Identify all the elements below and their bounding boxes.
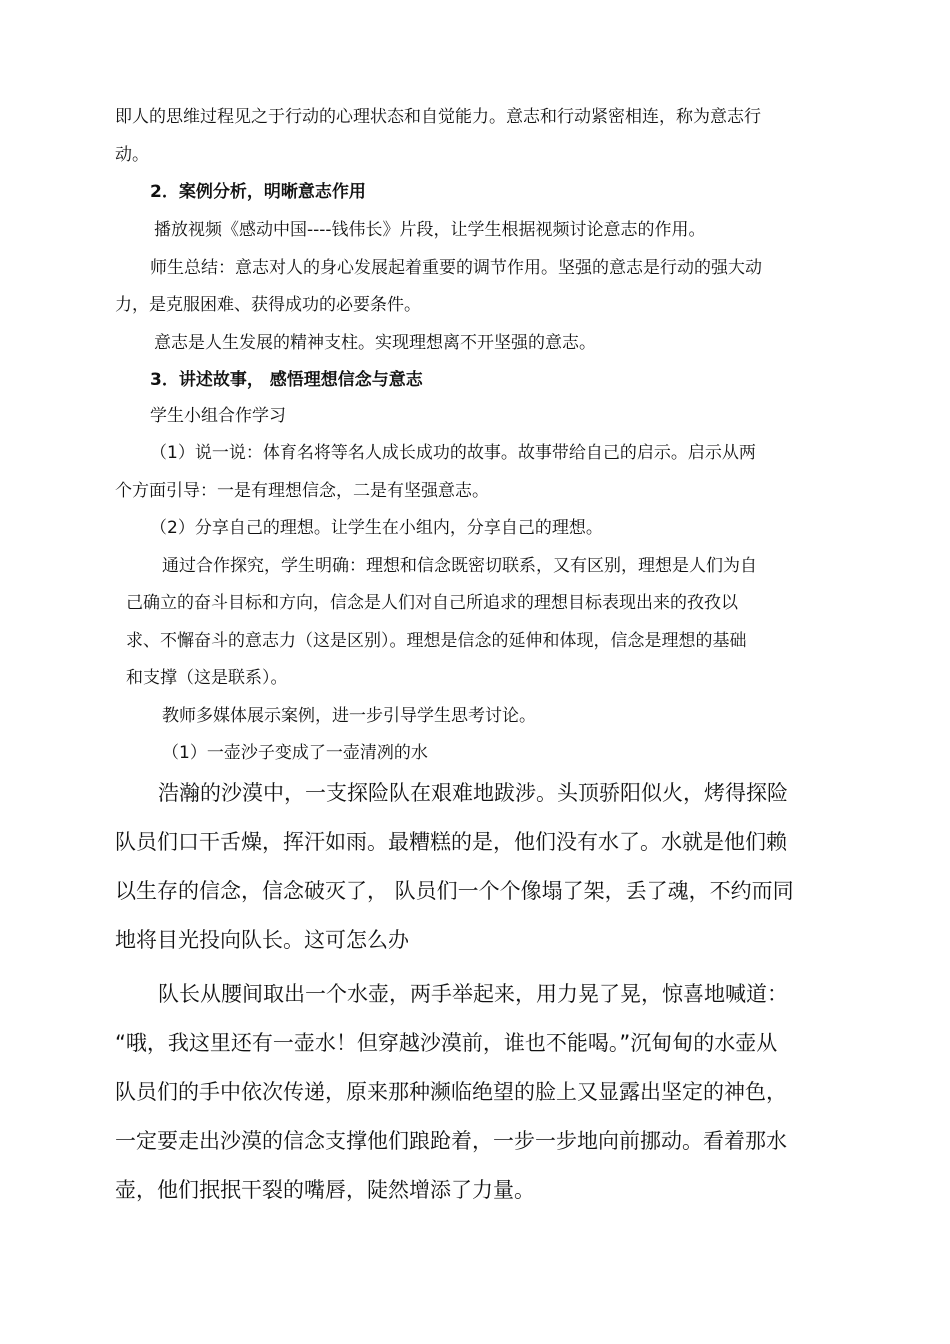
- paragraph-line: 和支撑（这是联系）。: [126, 668, 288, 688]
- paragraph-line: 教师多媒体展示案例，进一步引导学生思考讨论。: [162, 706, 536, 726]
- paragraph-line: （2）分享自己的理想。让学生在小组内，分享自己的理想。: [150, 518, 603, 538]
- paragraph-line: 力，是克服困难、获得成功的必要条件。: [115, 295, 421, 315]
- paragraph-line: （1）一壶沙子变成了一壶清冽的水: [162, 743, 428, 763]
- paragraph-line: 播放视频《感动中国----钱伟长》片段，让学生根据视频讨论意志的作用。: [154, 220, 706, 240]
- section-heading: 2．案例分析，明晰意志作用: [150, 182, 366, 202]
- story-line: 队员们口干舌燥，挥汗如雨。最糟糕的是，他们没有水了。水就是他们赖: [115, 830, 787, 854]
- story-line: “哦，我这里还有一壶水！但穿越沙漠前，谁也不能喝。”沉甸甸的水壶从: [115, 1031, 778, 1055]
- story-line: 以生存的信念，信念破灭了， 队员们一个个像塌了架，丢了魂，不约而同: [115, 879, 794, 903]
- paragraph-line: 己确立的奋斗目标和方向，信念是人们对自己所追求的理想目标表现出来的孜孜以: [126, 593, 738, 613]
- paragraph-line: 意志是人生发展的精神支柱。实现理想离不开坚强的意志。: [154, 333, 596, 353]
- section-heading: 3．讲述故事， 感悟理想信念与意志: [150, 370, 423, 390]
- paragraph-line: 通过合作探究，学生明确：理想和信念既密切联系，又有区别，理想是人们为自: [162, 556, 757, 576]
- story-line: 队员们的手中依次传递，原来那种濒临绝望的脸上又显露出坚定的神色，: [115, 1080, 787, 1104]
- paragraph-line: 学生小组合作学习: [150, 406, 286, 426]
- paragraph-line: 求、不懈奋斗的意志力（这是区别）。理想是信念的延伸和体现，信念是理想的基础: [126, 631, 747, 651]
- story-line: 壶，他们抿抿干裂的嘴唇，陡然增添了力量。: [115, 1178, 535, 1202]
- paragraph-line: 动。: [115, 145, 149, 165]
- story-line: 队长从腰间取出一个水壶，两手举起来，用力晃了晃，惊喜地喊道：: [158, 982, 788, 1006]
- story-line: 浩瀚的沙漠中，一支探险队在艰难地跋涉。头顶骄阳似火，烤得探险: [158, 781, 788, 805]
- paragraph-line: 师生总结：意志对人的身心发展起着重要的调节作用。坚强的意志是行动的强大动: [150, 258, 762, 278]
- paragraph-line: 个方面引导：一是有理想信念，二是有坚强意志。: [115, 481, 489, 501]
- paragraph-line: （1）说一说：体育名将等名人成长成功的故事。故事带给自己的启示。启示从两: [150, 443, 756, 463]
- paragraph-line: 即人的思维过程见之于行动的心理状态和自觉能力。意志和行动紧密相连，称为意志行: [115, 107, 761, 127]
- story-line: 地将目光投向队长。这可怎么办: [115, 928, 409, 952]
- story-line: 一定要走出沙漠的信念支撑他们踉跄着，一步一步地向前挪动。看着那水: [115, 1129, 787, 1153]
